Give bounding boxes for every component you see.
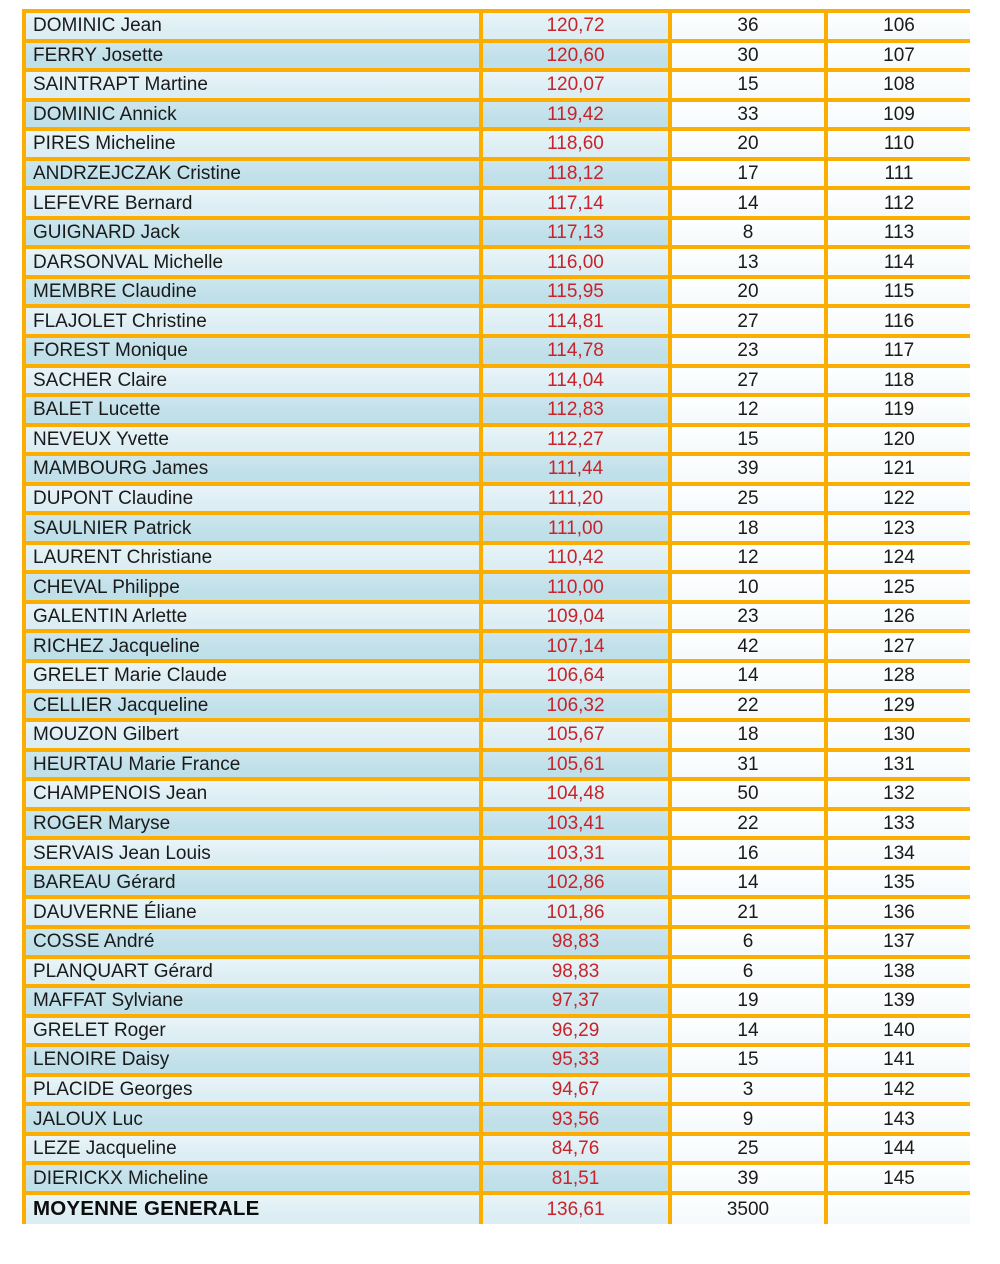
average-score-cell: 116,00 <box>479 249 668 275</box>
rank-cell: 129 <box>824 693 970 719</box>
player-name-cell: MOUZON Gilbert <box>22 722 479 748</box>
average-score-cell: 81,51 <box>479 1165 668 1191</box>
games-count-cell: 50 <box>668 781 824 807</box>
average-score-cell: 114,04 <box>479 368 668 394</box>
player-name-cell: ROGER Maryse <box>22 811 479 837</box>
average-score-cell: 109,04 <box>479 604 668 630</box>
games-count-cell: 14 <box>668 190 824 216</box>
average-score-cell: 110,42 <box>479 545 668 571</box>
player-name-cell: FLAJOLET Christine <box>22 308 479 334</box>
player-name-cell: DIERICKX Micheline <box>22 1165 479 1191</box>
average-score-cell: 111,44 <box>479 456 668 482</box>
games-count-cell: 31 <box>668 752 824 778</box>
table-row <box>22 840 970 870</box>
games-count-cell: 18 <box>668 722 824 748</box>
rank-cell: 136 <box>824 899 970 925</box>
average-score-cell: 105,67 <box>479 722 668 748</box>
player-name-cell: LEFEVRE Bernard <box>22 190 479 216</box>
games-count-cell: 30 <box>668 43 824 69</box>
rank-cell: 117 <box>824 338 970 364</box>
table-row <box>22 1077 970 1107</box>
player-name-cell: CELLIER Jacqueline <box>22 693 479 719</box>
games-count-cell: 21 <box>668 899 824 925</box>
games-count-cell: 14 <box>668 1018 824 1044</box>
results-table <box>22 9 970 1224</box>
player-name-cell: RICHEZ Jacqueline <box>22 633 479 659</box>
rank-cell: 126 <box>824 604 970 630</box>
average-score-cell: 111,20 <box>479 486 668 512</box>
average-score-cell: 110,00 <box>479 574 668 600</box>
player-name-cell: NEVEUX Yvette <box>22 427 479 453</box>
average-score-cell: 119,42 <box>479 102 668 128</box>
table-row <box>22 13 970 43</box>
table-row <box>22 72 970 102</box>
rank-cell: 116 <box>824 308 970 334</box>
rank-cell: 120 <box>824 427 970 453</box>
table-row <box>22 899 970 929</box>
table-row <box>22 781 970 811</box>
player-name-cell: DUPONT Claudine <box>22 486 479 512</box>
rank-cell: 112 <box>824 190 970 216</box>
average-score-cell: 114,78 <box>479 338 668 364</box>
games-count-cell: 14 <box>668 663 824 689</box>
games-count-cell: 12 <box>668 397 824 423</box>
table-row <box>22 338 970 368</box>
table-row <box>22 929 970 959</box>
table-row <box>22 515 970 545</box>
player-name-cell: DOMINIC Annick <box>22 102 479 128</box>
table-row <box>22 693 970 723</box>
average-score-cell: 98,83 <box>479 929 668 955</box>
average-score-cell: 103,41 <box>479 811 668 837</box>
table-row <box>22 1165 970 1195</box>
player-name-cell: DARSONVAL Michelle <box>22 249 479 275</box>
player-name-cell: LENOIRE Daisy <box>22 1047 479 1073</box>
table-row <box>22 545 970 575</box>
player-name-cell: PLANQUART Gérard <box>22 959 479 985</box>
rank-cell: 121 <box>824 456 970 482</box>
player-name-cell: LAURENT Christiane <box>22 545 479 571</box>
table-row <box>22 161 970 191</box>
total-average-cell: 136,61 <box>479 1195 668 1225</box>
rank-cell: 127 <box>824 633 970 659</box>
rank-cell: 142 <box>824 1077 970 1103</box>
player-name-cell: GALENTIN Arlette <box>22 604 479 630</box>
games-count-cell: 15 <box>668 427 824 453</box>
games-count-cell: 23 <box>668 604 824 630</box>
rank-cell: 124 <box>824 545 970 571</box>
games-count-cell: 27 <box>668 308 824 334</box>
player-name-cell: CHAMPENOIS Jean <box>22 781 479 807</box>
table-row <box>22 988 970 1018</box>
games-count-cell: 13 <box>668 249 824 275</box>
table-row <box>22 368 970 398</box>
rank-cell: 133 <box>824 811 970 837</box>
rank-cell: 119 <box>824 397 970 423</box>
games-count-cell: 42 <box>668 633 824 659</box>
rank-cell: 135 <box>824 870 970 896</box>
games-count-cell: 15 <box>668 72 824 98</box>
games-count-cell: 22 <box>668 693 824 719</box>
rank-cell: 141 <box>824 1047 970 1073</box>
average-score-cell: 93,56 <box>479 1106 668 1132</box>
games-count-cell: 15 <box>668 1047 824 1073</box>
games-count-cell: 20 <box>668 131 824 157</box>
table-row <box>22 752 970 782</box>
table-row <box>22 220 970 250</box>
rank-cell: 123 <box>824 515 970 541</box>
games-count-cell: 20 <box>668 279 824 305</box>
games-count-cell: 22 <box>668 811 824 837</box>
games-count-cell: 6 <box>668 929 824 955</box>
rank-cell: 122 <box>824 486 970 512</box>
total-row <box>22 1195 970 1225</box>
games-count-cell: 23 <box>668 338 824 364</box>
rank-cell: 125 <box>824 574 970 600</box>
rank-cell: 145 <box>824 1165 970 1191</box>
games-count-cell: 17 <box>668 161 824 187</box>
games-count-cell: 39 <box>668 456 824 482</box>
average-score-cell: 118,60 <box>479 131 668 157</box>
player-name-cell: SAULNIER Patrick <box>22 515 479 541</box>
table-row <box>22 397 970 427</box>
player-name-cell: GRELET Marie Claude <box>22 663 479 689</box>
total-rank-cell <box>824 1195 970 1225</box>
average-score-cell: 107,14 <box>479 633 668 659</box>
table-row <box>22 308 970 338</box>
table-row <box>22 249 970 279</box>
average-score-cell: 115,95 <box>479 279 668 305</box>
player-name-cell: LEZE Jacqueline <box>22 1136 479 1162</box>
player-name-cell: BAREAU Gérard <box>22 870 479 896</box>
rank-cell: 139 <box>824 988 970 1014</box>
rank-cell: 114 <box>824 249 970 275</box>
player-name-cell: DAUVERNE Éliane <box>22 899 479 925</box>
table-row <box>22 633 970 663</box>
rank-cell: 115 <box>824 279 970 305</box>
table-row <box>22 870 970 900</box>
player-name-cell: PIRES Micheline <box>22 131 479 157</box>
rank-cell: 144 <box>824 1136 970 1162</box>
total-label: MOYENNE GENERALE <box>22 1195 479 1225</box>
games-count-cell: 36 <box>668 13 824 39</box>
table-row <box>22 427 970 457</box>
rank-cell: 110 <box>824 131 970 157</box>
total-count-cell: 3500 <box>668 1195 824 1225</box>
rank-cell: 132 <box>824 781 970 807</box>
rank-cell: 106 <box>824 13 970 39</box>
average-score-cell: 94,67 <box>479 1077 668 1103</box>
player-name-cell: MAMBOURG James <box>22 456 479 482</box>
rank-cell: 118 <box>824 368 970 394</box>
table-row <box>22 486 970 516</box>
player-name-cell: GUIGNARD Jack <box>22 220 479 246</box>
player-name-cell: MAFFAT Sylviane <box>22 988 479 1014</box>
games-count-cell: 19 <box>668 988 824 1014</box>
table-row <box>22 1018 970 1048</box>
player-name-cell: FERRY Josette <box>22 43 479 69</box>
average-score-cell: 96,29 <box>479 1018 668 1044</box>
games-count-cell: 8 <box>668 220 824 246</box>
table-row <box>22 279 970 309</box>
games-count-cell: 12 <box>668 545 824 571</box>
player-name-cell: DOMINIC Jean <box>22 13 479 39</box>
average-score-cell: 112,27 <box>479 427 668 453</box>
player-name-cell: SAINTRAPT Martine <box>22 72 479 98</box>
player-name-cell: CHEVAL Philippe <box>22 574 479 600</box>
player-name-cell: PLACIDE Georges <box>22 1077 479 1103</box>
rank-cell: 128 <box>824 663 970 689</box>
table-row <box>22 663 970 693</box>
table-row <box>22 959 970 989</box>
average-score-cell: 114,81 <box>479 308 668 334</box>
rank-cell: 111 <box>824 161 970 187</box>
rank-cell: 107 <box>824 43 970 69</box>
rank-cell: 130 <box>824 722 970 748</box>
player-name-cell: SACHER Claire <box>22 368 479 394</box>
average-score-cell: 120,60 <box>479 43 668 69</box>
player-name-cell: JALOUX Luc <box>22 1106 479 1132</box>
rank-cell: 143 <box>824 1106 970 1132</box>
average-score-cell: 120,72 <box>479 13 668 39</box>
average-score-cell: 104,48 <box>479 781 668 807</box>
table-row <box>22 1136 970 1166</box>
average-score-cell: 117,13 <box>479 220 668 246</box>
games-count-cell: 6 <box>668 959 824 985</box>
games-count-cell: 18 <box>668 515 824 541</box>
table-row <box>22 1047 970 1077</box>
rank-cell: 137 <box>824 929 970 955</box>
average-score-cell: 98,83 <box>479 959 668 985</box>
table-row <box>22 722 970 752</box>
table-row <box>22 456 970 486</box>
table-row <box>22 604 970 634</box>
table-row <box>22 102 970 132</box>
games-count-cell: 25 <box>668 1136 824 1162</box>
player-name-cell: COSSE André <box>22 929 479 955</box>
games-count-cell: 33 <box>668 102 824 128</box>
average-score-cell: 105,61 <box>479 752 668 778</box>
rank-cell: 113 <box>824 220 970 246</box>
average-score-cell: 118,12 <box>479 161 668 187</box>
games-count-cell: 14 <box>668 870 824 896</box>
table-row <box>22 574 970 604</box>
average-score-cell: 106,64 <box>479 663 668 689</box>
table-row <box>22 131 970 161</box>
average-score-cell: 106,32 <box>479 693 668 719</box>
player-name-cell: SERVAIS Jean Louis <box>22 840 479 866</box>
player-name-cell: BALET Lucette <box>22 397 479 423</box>
games-count-cell: 16 <box>668 840 824 866</box>
rank-cell: 138 <box>824 959 970 985</box>
rank-cell: 131 <box>824 752 970 778</box>
rank-cell: 140 <box>824 1018 970 1044</box>
table-row <box>22 1106 970 1136</box>
games-count-cell: 27 <box>668 368 824 394</box>
average-score-cell: 101,86 <box>479 899 668 925</box>
average-score-cell: 97,37 <box>479 988 668 1014</box>
games-count-cell: 25 <box>668 486 824 512</box>
table-row <box>22 811 970 841</box>
games-count-cell: 3 <box>668 1077 824 1103</box>
average-score-cell: 117,14 <box>479 190 668 216</box>
average-score-cell: 84,76 <box>479 1136 668 1162</box>
games-count-cell: 10 <box>668 574 824 600</box>
table-row <box>22 43 970 73</box>
player-name-cell: FOREST Monique <box>22 338 479 364</box>
rank-cell: 134 <box>824 840 970 866</box>
table-row <box>22 190 970 220</box>
games-count-cell: 39 <box>668 1165 824 1191</box>
player-name-cell: ANDRZEJCZAK Cristine <box>22 161 479 187</box>
player-name-cell: GRELET Roger <box>22 1018 479 1044</box>
average-score-cell: 120,07 <box>479 72 668 98</box>
rank-cell: 108 <box>824 72 970 98</box>
average-score-cell: 95,33 <box>479 1047 668 1073</box>
games-count-cell: 9 <box>668 1106 824 1132</box>
average-score-cell: 102,86 <box>479 870 668 896</box>
average-score-cell: 112,83 <box>479 397 668 423</box>
player-name-cell: HEURTAU Marie France <box>22 752 479 778</box>
average-score-cell: 111,00 <box>479 515 668 541</box>
rank-cell: 109 <box>824 102 970 128</box>
player-name-cell: MEMBRE Claudine <box>22 279 479 305</box>
average-score-cell: 103,31 <box>479 840 668 866</box>
